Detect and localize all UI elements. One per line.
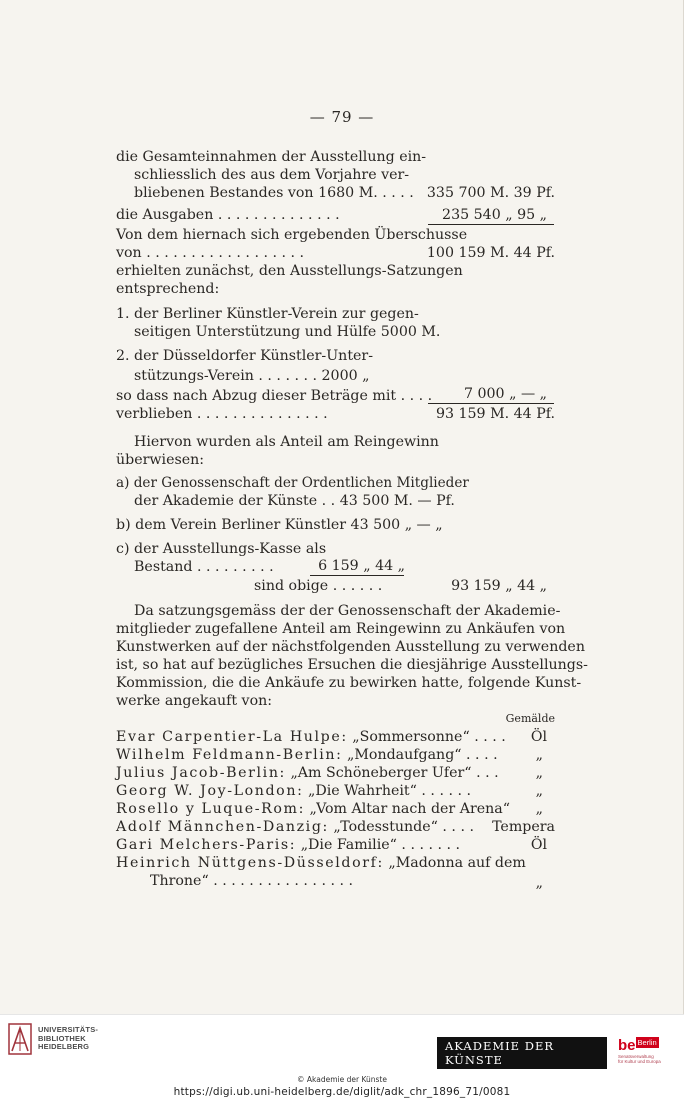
list-item: Bestand . . . . . . . . . [134,559,274,575]
text-line: erhielten zunächst, den Ausstellungs-Satzungen [116,263,463,279]
permalink-url[interactable]: https://digi.ub.uni-heidelberg.de/diglit/adk_chr_1896_71/0081 [173,1086,511,1098]
ub-text-line: UNIVERSITÄTS- [38,1025,99,1035]
text-line: entsprechend: [116,281,220,297]
paragraph-line: Kunstwerken auf der nächstfolgenden Ausstellung zu verwenden [116,639,585,655]
paragraph-line: ist, so hat auf bezügliches Ersuchen die diesjährige Ausstellungs- [116,657,588,673]
berlin-mark: be [618,1037,636,1054]
ub-text-line: HEIDELBERG [38,1042,90,1052]
paragraph-line: mitglieder zugefallene Anteil am Reingewinn zu Ankäufen von [116,621,566,637]
work-entry: Georg W. Joy-London: „Die Wahrheit“ . . . . . . [116,783,472,799]
work-medium: „ [535,747,543,763]
amount: 6 159 „ 44 „ [318,558,405,574]
amount: 93 159 M. 44 Pf. [435,406,555,422]
work-entry: Evar Carpentier-La Hulpe: „Sommersonne“ . . . . [116,729,506,745]
ub-heidelberg-icon [8,1023,32,1055]
ub-text-line: BIBLIOTHEK [38,1033,86,1043]
text-line: so dass nach Abzug dieser Beträge mit . . . . [116,388,433,404]
text-line: die Ausgaben . . . . . . . . . . . . . . [116,207,340,223]
work-medium: Öl [530,837,547,853]
list-item: der Akademie der Künste . . 43 500 M. — Pf. [134,493,455,509]
viewer-footer [0,1014,684,1098]
adk-label: AKADEMIE DER KÜNSTE [436,1035,608,1071]
text-line: überwiesen: [116,452,205,468]
list-item: b) dem Verein Berliner Künstler 43 500 „ — „ [116,517,443,533]
text-line: Hiervon wurden als Anteil am Reingewinn [134,434,439,450]
amount: 7 000 „ — „ [463,386,547,402]
text-line: verblieben . . . . . . . . . . . . . . . [116,406,328,422]
sum-rule [428,224,554,225]
work-entry: Heinrich Nüttgens-Düsseldorf: „Madonna auf dem [116,855,526,871]
berlin-senate-logo[interactable] [618,1035,674,1075]
paragraph-line: Da satzungsgemäss der der Genossenschaft der Akademie- [134,603,561,619]
work-medium: „ [535,765,543,781]
ub-heidelberg-logo[interactable] [8,1023,98,1055]
akademie-der-kuenste-logo[interactable] [436,1037,608,1069]
amount: 235 540 „ 95 „ [442,207,547,223]
work-entry: Gari Melchers-Paris: „Die Familie“ . . . . . . . [116,837,461,853]
work-medium: „ [535,801,543,817]
work-entry: Wilhelm Feldmann-Berlin: „Mondaufgang“ . . . . [116,747,498,763]
text-line: schliesslich des aus dem Vorjahre ver- [134,167,410,183]
sum-rule [428,403,554,404]
paragraph-line: Kommission, die die Ankäufe zu bewirken hatte, folgende Kunst- [116,675,582,691]
text-line: Von dem hiernach sich ergebenden Überschusse [116,227,468,243]
text-line: bliebenen Bestandes von 1680 M. . . . . [134,185,414,201]
list-item: stützungs-Verein . . . . . . . 2000 „ [134,368,370,384]
berlin-sub: Senatsverwaltung [618,1054,654,1059]
berlin-sub: für Kultur und Europa [618,1059,661,1064]
work-medium: Öl [530,729,547,745]
page-number: — 79 — [309,108,375,126]
amount: 100 159 M. 44 Pf. [426,245,555,261]
work-entry: Julius Jacob-Berlin: „Am Schöneberger Ufer“ . . . [116,765,499,781]
work-entry: Rosello y Luque-Rom: „Vom Altar nach der Arena“ [116,801,510,817]
sum-rule [310,575,404,576]
work-entry-continued: Throne“ . . . . . . . . . . . . . . . . [150,873,354,889]
list-item: a) der Genossenschaft der Ordentlichen Mitglieder [116,475,469,491]
list-item: seitigen Unterstützung und Hülfe 5000 M. [134,324,441,340]
list-item: c) der Ausstellungs-Kasse als [116,541,327,557]
text-line: die Gesamteinnahmen der Ausstellung ein- [116,149,427,165]
work-medium: Tempera [492,819,555,835]
berlin-box: Berlin [637,1038,657,1047]
column-head: Gemälde [505,712,555,725]
work-medium: „ [535,783,543,799]
paragraph-line: werke angekauft von: [116,693,273,709]
list-item: 2. der Düsseldorfer Künstler-Unter- [116,348,373,364]
work-medium: „ [535,875,543,891]
copyright-notice: © Akademie der Künste [297,1075,387,1084]
text-line: von . . . . . . . . . . . . . . . . . . [116,245,305,261]
list-item: 1. der Berliner Künstler-Verein zur gegen- [116,306,419,322]
amount: 335 700 M. 39 Pf. [426,185,555,201]
amount: 93 159 „ 44 „ [451,578,547,594]
text-line: sind obige . . . . . . [254,578,383,594]
work-entry: Adolf Männchen-Danzig: „Todesstunde“ . . . . [116,819,474,835]
